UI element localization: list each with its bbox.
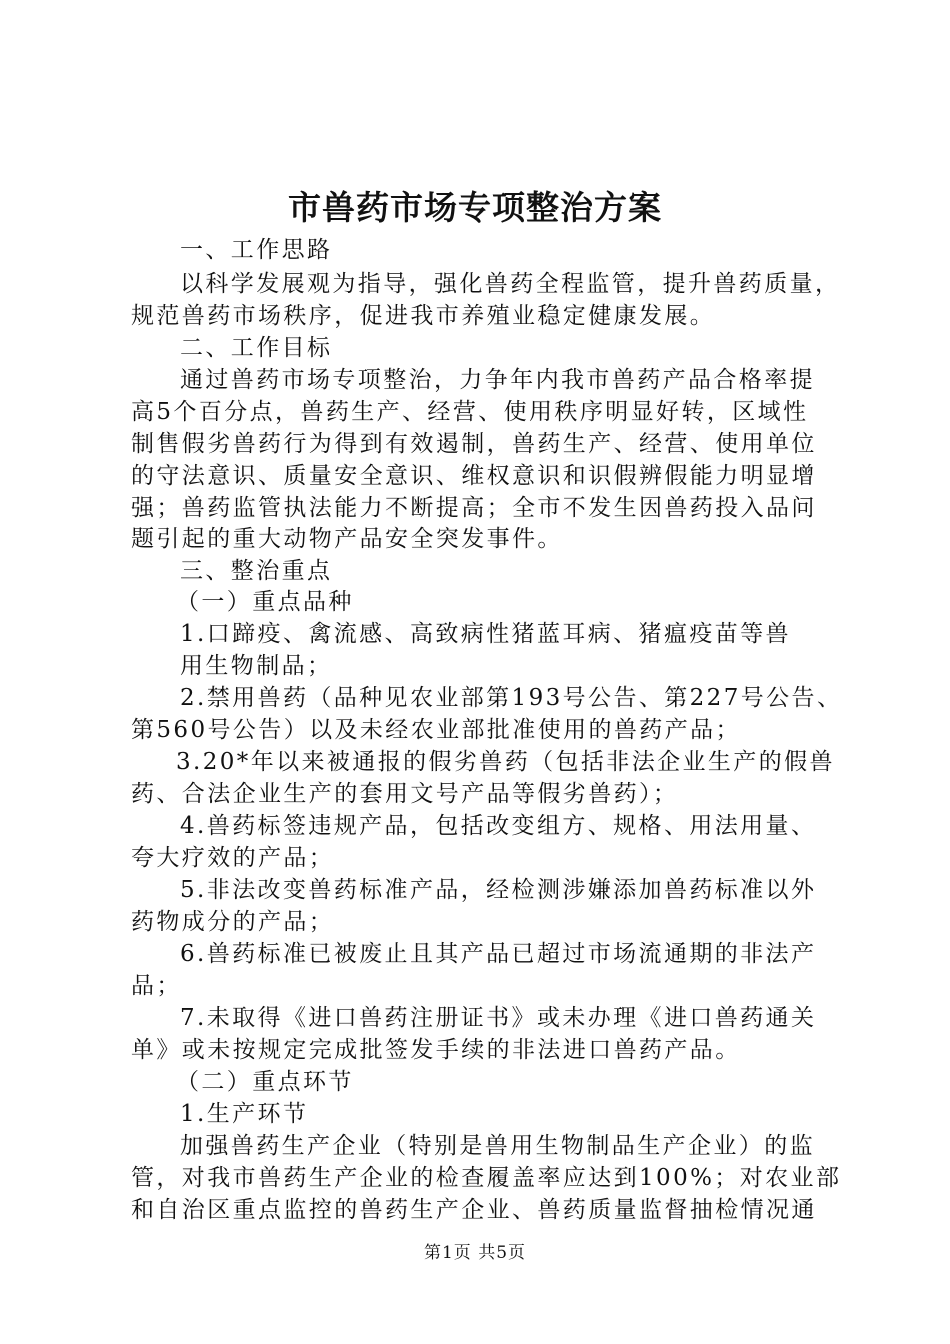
list-item: 6.兽药标准已被废止且其产品已超过市场流通期的非法产 [180,941,817,967]
list-item: 5.非法改变兽药标准产品，经检测涉嫌添加兽药标准以外 [180,877,817,903]
subsection-heading: （一）重点品种 [176,589,354,615]
page-footer: 第1页 共5页 [423,1243,527,1263]
list-item: 用生物制品； [180,653,333,679]
list-item: 3.20*年以来被通报的假劣兽药（包括非法企业生产的假兽 [176,749,835,775]
list-item: 2.禁用兽药（品种见农业部第193号公告、第227号公告、 [180,685,843,711]
section-heading: 一、工作思路 [180,237,333,263]
list-item: 7.未取得《进口兽药注册证书》或未办理《进口兽药通关 [180,1005,817,1031]
section-heading: 二、工作目标 [180,335,333,361]
list-item: 药、合法企业生产的套用文号产品等假劣兽药）； [131,781,679,807]
paragraph-line: 以科学发展观为指导，强化兽药全程监管，提升兽药质量， [180,271,841,297]
paragraph-line: 高5个百分点，兽药生产、经营、使用秩序明显好转，区域性 [131,399,809,425]
paragraph-line: 加强兽药生产企业（特别是兽用生物制品生产企业）的监 [180,1133,815,1159]
paragraph-line: 制售假劣兽药行为得到有效遏制，兽药生产、经营、使用单位 [131,431,817,457]
paragraph-line: 通过兽药市场专项整治，力争年内我市兽药产品合格率提 [180,367,815,393]
list-item: 夸大疗效的产品； [131,845,335,871]
subsection-heading: （二）重点环节 [176,1069,354,1095]
list-item: 药物成分的产品； [131,909,335,935]
paragraph-line: 题引起的重大动物产品安全突发事件。 [131,526,563,552]
document-title: 市兽药市场专项整治方案 [288,188,662,227]
paragraph-line: 和自治区重点监控的兽药生产企业、兽药质量监督抽检情况通 [131,1197,817,1223]
paragraph-line: 强；兽药监管执法能力不断提高；全市不发生因兽药投入品问 [131,495,817,521]
list-item: 1.生产环节 [180,1101,309,1127]
list-item: 第560号公告）以及未经农业部批准使用的兽药产品； [131,717,741,743]
list-item: 4.兽药标签违规产品，包括改变组方、规格、用法用量、 [180,813,817,839]
section-heading: 三、整治重点 [180,558,333,584]
list-item: 品； [131,973,182,999]
paragraph-line: 规范兽药市场秩序，促进我市养殖业稳定健康发展。 [131,303,716,329]
paragraph-line: 的守法意识、质量安全意识、维权意识和识假辨假能力明显增 [131,463,817,489]
list-item: 1.口蹄疫、禽流感、高致病性猪蓝耳病、猪瘟疫苗等兽 [180,621,791,647]
list-item: 单》或未按规定完成批签发手续的非法进口兽药产品。 [131,1037,741,1063]
paragraph-line: 管，对我市兽药生产企业的检查履盖率应达到100%；对农业部 [131,1165,841,1191]
